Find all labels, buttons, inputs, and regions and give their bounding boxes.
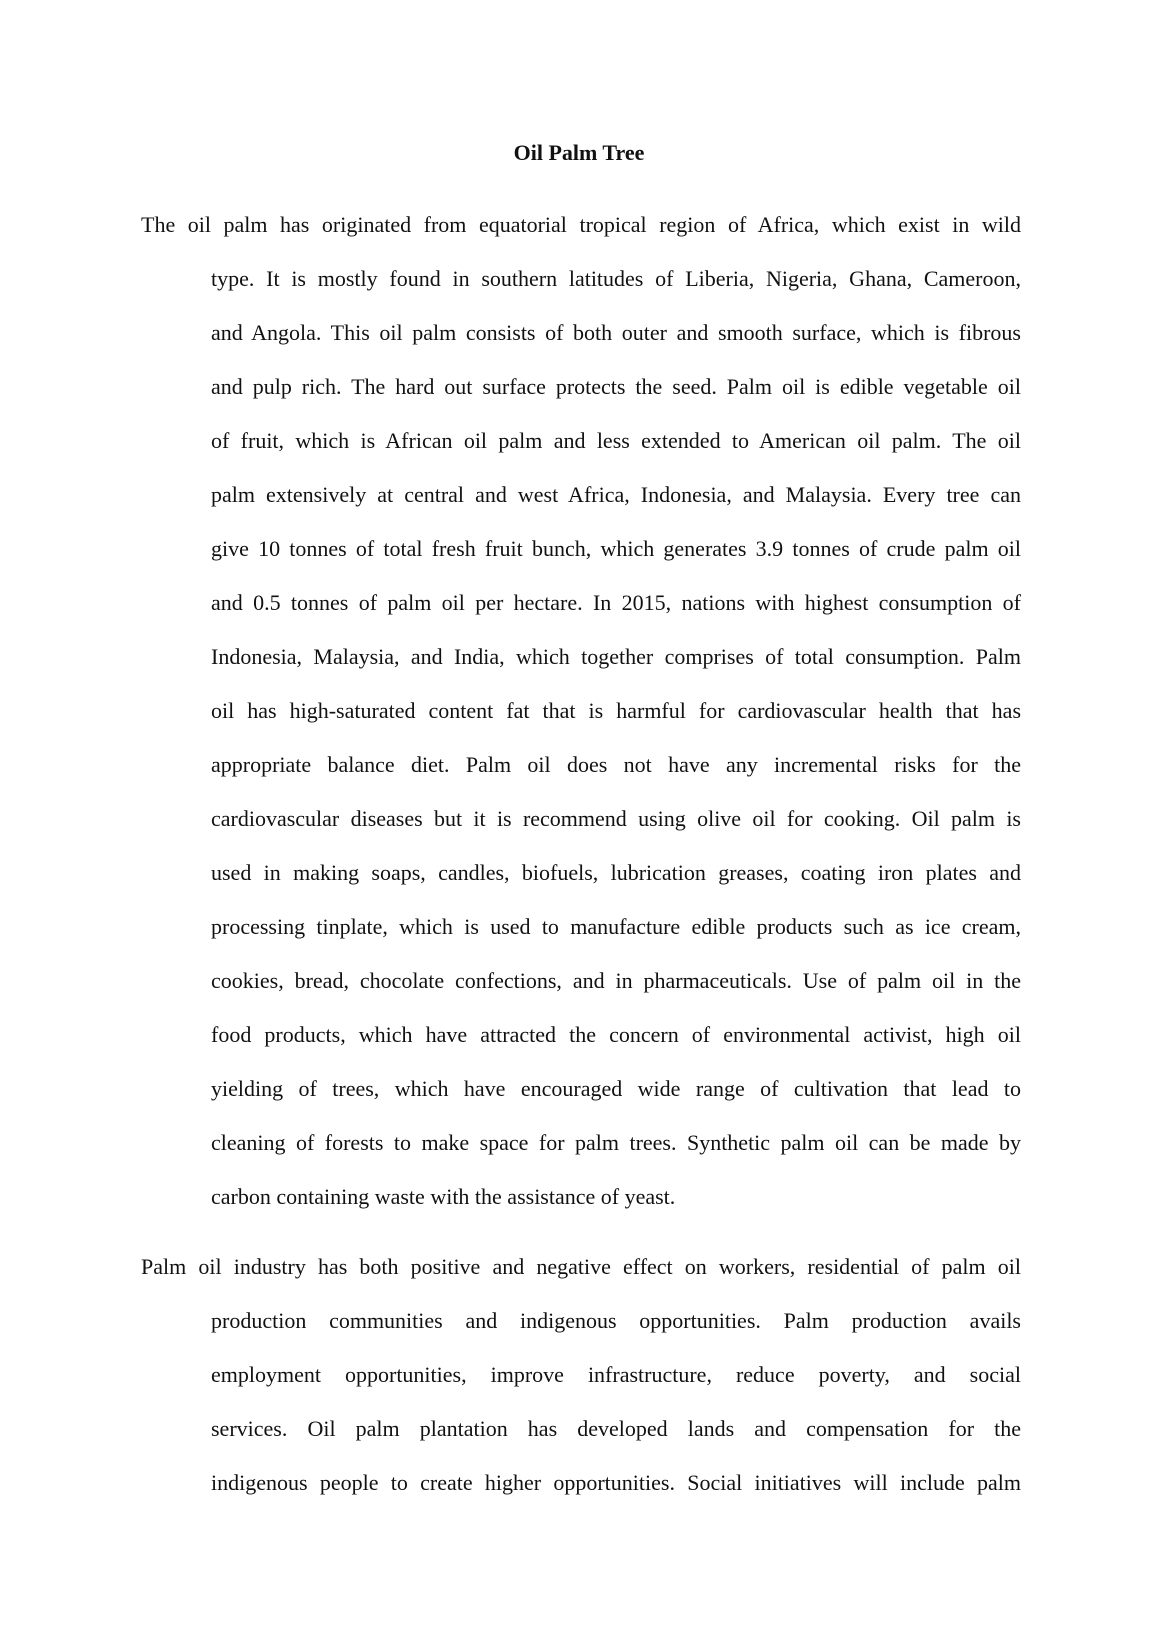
paragraph-line: and pulp rich. The hard out surface protects the seed. Palm oil is edible vegetable oil <box>211 374 1021 399</box>
paragraph-line: carbon containing waste with the assistance of yeast. <box>211 1184 676 1209</box>
paragraph-line: The oil palm has originated from equatorial tropical region of Africa, which exist in wild <box>141 212 1021 237</box>
paragraph-line: used in making soaps, candles, biofuels, lubrication greases, coating iron plates and <box>211 860 1021 885</box>
paragraph-1 <box>141 198 1021 1224</box>
paragraph-line: appropriate balance diet. Palm oil does not have any incremental risks for the <box>211 752 1021 777</box>
paragraph-line: cardiovascular diseases but it is recommend using olive oil for cooking. Oil palm is <box>211 806 1021 831</box>
paragraph-line: employment opportunities, improve infrastructure, reduce poverty, and social <box>211 1362 1021 1387</box>
paragraph-line: of fruit, which is African oil palm and less extended to American oil palm. The oil <box>211 428 1021 453</box>
paragraph-line: food products, which have attracted the concern of environmental activist, high oil <box>211 1022 1021 1047</box>
paragraph-line: services. Oil palm plantation has developed lands and compensation for the <box>211 1416 1021 1441</box>
paragraph-line: oil has high-saturated content fat that is harmful for cardiovascular health that has <box>211 698 1021 723</box>
paragraph-line: production communities and indigenous opportunities. Palm production avails <box>211 1308 1021 1333</box>
paragraph-line: palm extensively at central and west Africa, Indonesia, and Malaysia. Every tree can <box>211 482 1021 507</box>
paragraph-line: cleaning of forests to make space for palm trees. Synthetic palm oil can be made by <box>211 1130 1021 1155</box>
paragraph-line: give 10 tonnes of total fresh fruit bunch, which generates 3.9 tonnes of crude palm oil <box>211 536 1021 561</box>
document-title: Oil Palm Tree <box>513 140 645 165</box>
paragraph-line: cookies, bread, chocolate confections, and in pharmaceuticals. Use of palm oil in the <box>211 968 1021 993</box>
paragraph-line: yielding of trees, which have encouraged wide range of cultivation that lead to <box>211 1076 1021 1101</box>
paragraph-line: Palm oil industry has both positive and negative effect on workers, residential of palm oil <box>141 1254 1021 1279</box>
paragraph-line: and 0.5 tonnes of palm oil per hectare. In 2015, nations with highest consumption of <box>211 590 1021 615</box>
paragraph-line: indigenous people to create higher opportunities. Social initiatives will include palm <box>211 1470 1021 1495</box>
paragraph-2 <box>141 1240 1021 1510</box>
paragraph-line: processing tinplate, which is used to manufacture edible products such as ice cream, <box>211 914 1021 939</box>
paragraph-line: and Angola. This oil palm consists of both outer and smooth surface, which is fibrous <box>211 320 1021 345</box>
paragraph-line: type. It is mostly found in southern latitudes of Liberia, Nigeria, Ghana, Cameroon, <box>211 266 1021 291</box>
paragraph-line: Indonesia, Malaysia, and India, which together comprises of total consumption. Palm <box>211 644 1021 669</box>
